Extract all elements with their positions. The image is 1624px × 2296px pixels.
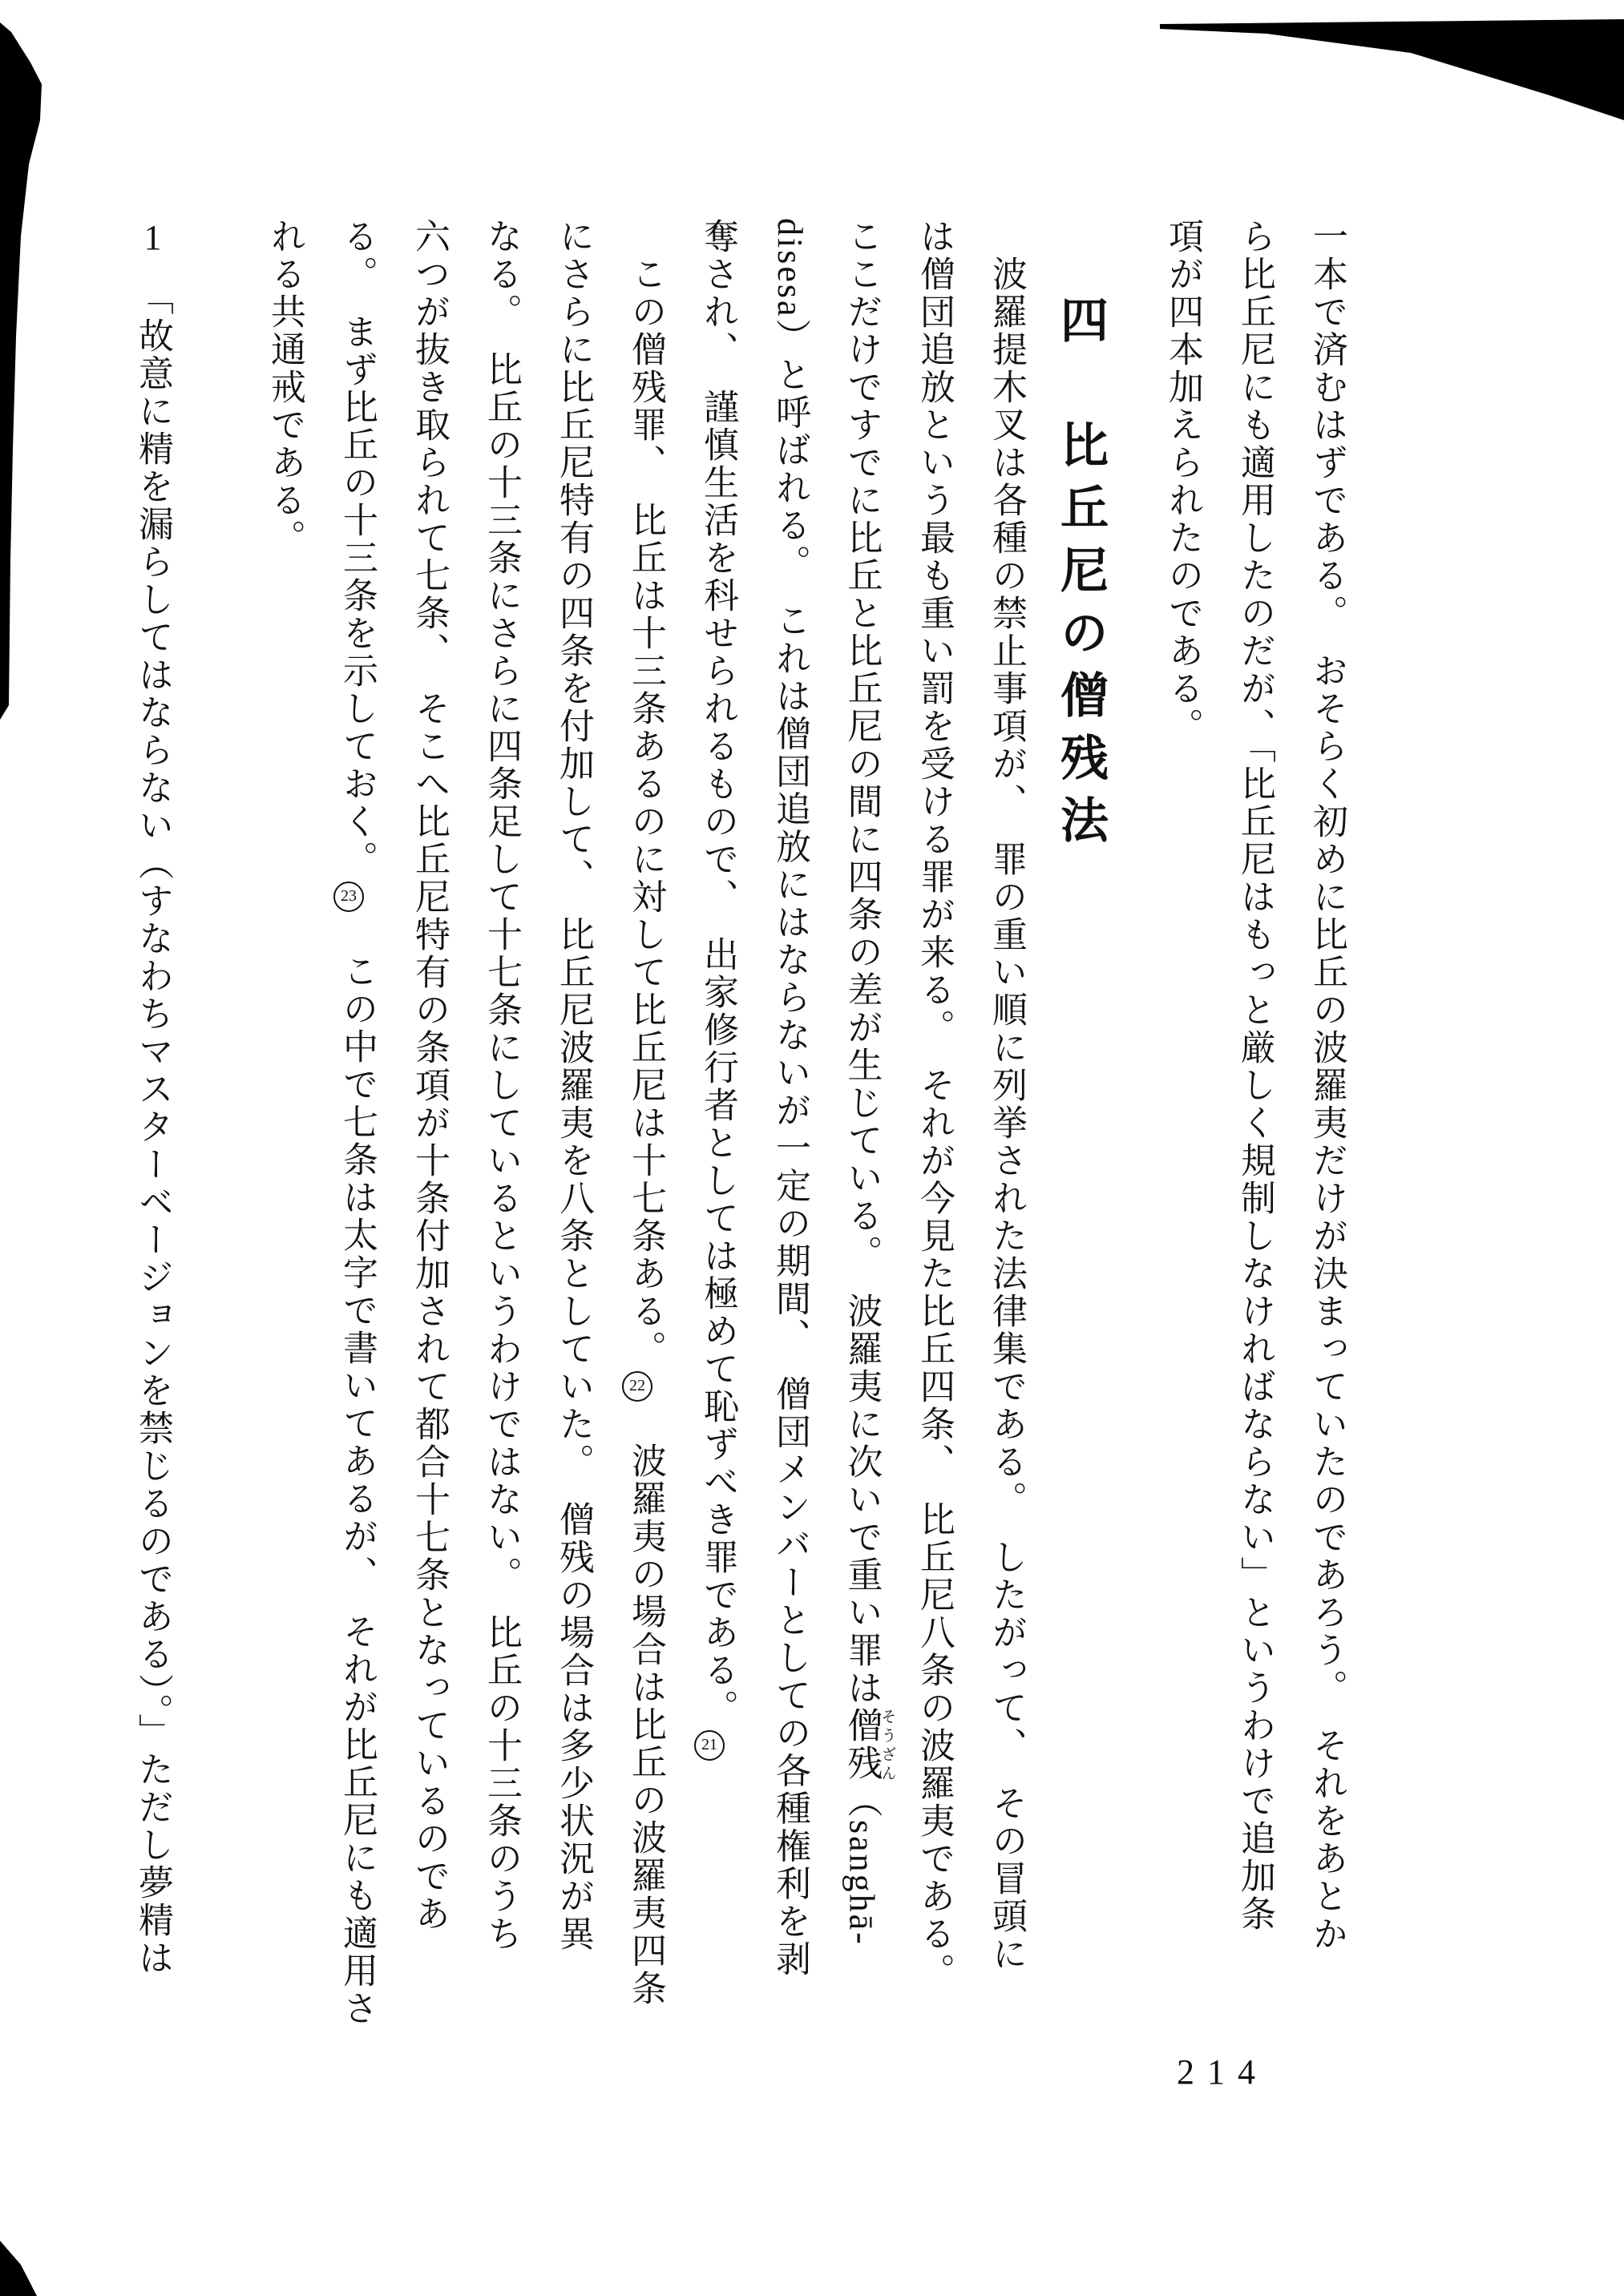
text-column-10: [612, 256, 679, 2195]
page-number: 214: [1177, 2052, 1268, 2092]
text-column-12: なる。 比丘の十三条にさらに四条足して十七条にしているというわけではない。 比丘の十三条のうち: [482, 218, 521, 1953]
ruby-base: 僧残: [842, 1707, 882, 1782]
ruby-furigana: そうざん: [879, 1707, 896, 1782]
column-07-text: ここだけですでに比丘と比丘尼の間に四条の差が生じている。 波羅夷に次いで重い罪は: [842, 218, 882, 1707]
text-column-09: [684, 218, 751, 2157]
footnote-marker-21: 21: [694, 1730, 725, 1761]
scan-artifact-bottom-left: [0, 2241, 37, 2296]
text-column-05: 波羅提木叉は各種の禁止事項が、 罪の重い順に列挙された法律集である。 したがって、 その冒頭に: [987, 256, 1026, 1973]
column-14-text-after: この中で七条は太字で書いてあるが、 それが比丘尼にも適用さ: [337, 915, 377, 2028]
footnote-number: 1: [133, 218, 172, 260]
text-column-07: [828, 218, 895, 2157]
text-column-02: ら比丘尼にも適用したのだが、「比丘尼はもっと厳しく規制しなければならない」というわけで追加条: [1235, 218, 1275, 1933]
scan-artifact-left-bar: [0, 22, 42, 720]
footnote-marker-23: 23: [333, 882, 364, 912]
column-14-text: る。 まず比丘の十三条を示しておく。: [337, 218, 377, 878]
column-10-text: この僧残罪、 比丘は十三条あるのに対して比丘尼は十七条ある。: [626, 256, 665, 1368]
footnote-marker-22: 22: [622, 1371, 652, 1402]
text-column-03: 項が四本加えられたのである。: [1163, 218, 1202, 745]
scan-artifact-top-right-wedge: [1160, 19, 1624, 120]
column-09-text: 奪され、 謹慎生活を科せられるもので、 出家修行者としては極めて恥ずべき罪である。: [698, 218, 737, 1727]
text-column-08: disesa）と呼ばれる。 これは僧団追放にはならないが一定の期間、 僧団メンバーとしての各種権利を剥: [770, 218, 810, 1979]
footnote-column: [119, 218, 186, 2157]
footnote-text: 「故意に精を漏らしてはならない（すなわちマスターベージョンを禁じるのである）。」ただし夢精は: [133, 260, 172, 1977]
column-10-text-after: 波羅夷の場合は比丘の波羅夷四条: [626, 1405, 665, 2007]
text-column-01: 一本で済むはずである。 おそらく初めに比丘の波羅夷だけが決まっていたのであろう。 それをあとか: [1307, 218, 1347, 1953]
text-column-13: 六つが抜き取られて七条、 そこへ比丘尼特有の条項が十条付加されて都合十七条となっているのであ: [410, 218, 449, 1933]
text-column-14: [323, 218, 390, 2157]
text-column-06: は僧団追放という最も重い罰を受ける罪が来る。 それが今見た比丘四条、 比丘尼八条の波羅夷である。: [915, 218, 954, 1991]
column-07-latin: （sanghā-: [842, 1782, 882, 1947]
text-column-15: れる共通戒である。: [265, 218, 305, 557]
text-column-11: にさらに比丘尼特有の四条を付加して、 比丘尼波羅夷を八条としていた。 僧残の場合は多少状況が異: [554, 218, 593, 1953]
ruby-sozan: [842, 1707, 896, 1782]
section-heading: 四 比丘尼の僧残法: [1054, 295, 1107, 857]
